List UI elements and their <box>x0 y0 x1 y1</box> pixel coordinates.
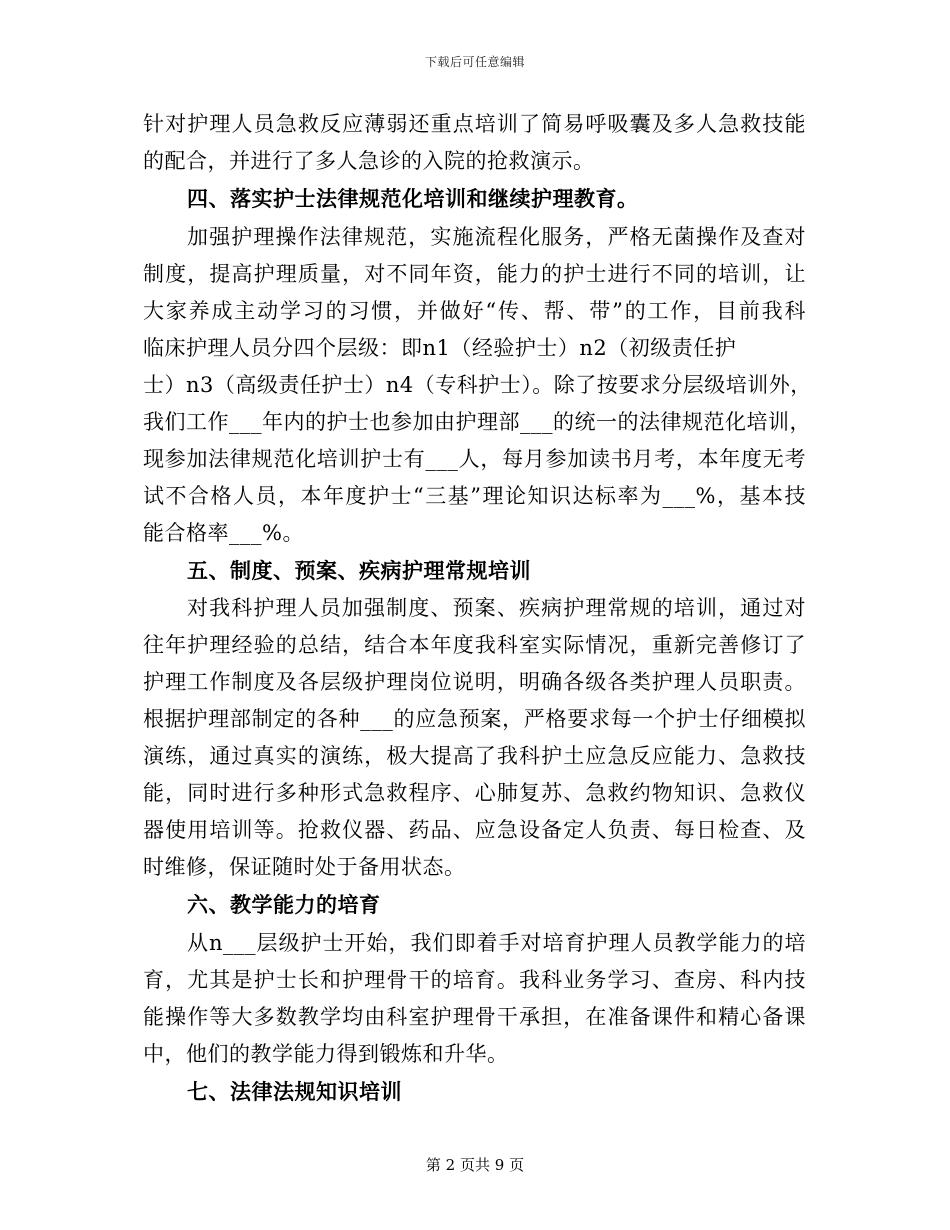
paragraph-line: 现参加法律规范化培训护士有___人，每月参加读书月考，本年度无考 <box>143 446 806 471</box>
paragraph-line: 演练，通过真实的演练，极大提高了我科护土应急反应能力、急救技 <box>143 744 806 768</box>
section-5 <box>143 552 806 887</box>
section-7 <box>143 1073 806 1112</box>
paragraph-line: 临床护理人员分四个层级：即n1（经验护士）n2（初级责任护 <box>143 335 737 360</box>
section-6 <box>143 886 806 1073</box>
page-header-note: 下载后可任意编辑 <box>424 55 525 69</box>
paragraph-line: 制度，提高护理质量，对不同年资，能力的护士进行不同的培训，让 <box>143 261 806 286</box>
paragraph-line: 的配合，并进行了多人急诊的入院的抢救演示。 <box>143 149 595 173</box>
paragraph-line: 能合格率___%。 <box>143 520 304 545</box>
section-heading: 六、教学能力的培育 <box>187 892 381 917</box>
paragraph-line: 大家养成主动学习的习惯，并做好“传、帮、带”的工作，目前我科 <box>143 298 806 323</box>
paragraph-line: 根据护理部制定的各种___的应急预案，严格要求每一个护士仔细模拟 <box>143 707 806 731</box>
section-heading: 五、制度、预案、疾病护理常规培训 <box>187 557 531 583</box>
paragraph-line: 从n___层级护士开始，我们即着手对培育护理人员教学能力的培 <box>187 930 806 955</box>
paragraph-line: 器使用培训等。抢救仪器、药品、应急设备定人负责、每日检查、及 <box>143 818 806 842</box>
paragraph-line: 士）n3（高级责任护士）n4（专科护士）。除了按要求分层级培训外， <box>143 372 812 397</box>
section-heading: 四、落实护士法律规范化培训和继续护理教育。 <box>187 186 639 211</box>
paragraph-line: 时维修，保证随时处于备用状态。 <box>143 855 466 879</box>
paragraph-line: 针对护理人员急救反应薄弱还重点培训了简易呼吸囊及多人急救技能 <box>143 112 806 136</box>
paragraph-line: 我们工作___年内的护士也参加由护理部___的统一的法律规范化培训， <box>143 409 811 434</box>
document-body <box>143 106 812 1111</box>
page-number-footer: 第 2 页共 9 页 <box>425 1156 525 1174</box>
intro-paragraph <box>143 106 806 180</box>
paragraph-line: 对我科护理人员加强制度、预案、疾病护理常规的培训，通过对 <box>187 596 806 620</box>
paragraph-line: 能操作等大多数教学均由科室护理骨干承担，在准备课件和精心备课 <box>143 1004 806 1029</box>
paragraph-line: 试不合格人员，本年度护士“三基”理论知识达标率为___%，基本技 <box>143 483 806 508</box>
paragraph-line: 育，尤其是护士长和护理骨干的培育。我科业务学习、查房、科内技 <box>143 967 806 992</box>
paragraph-line: 护理工作制度及各层级护理岗位说明，明确各级各类护理人员职责。 <box>143 670 806 694</box>
paragraph-line: 中，他们的教学能力得到锻炼和升华。 <box>143 1041 509 1066</box>
paragraph-line: 能，同时进行多种形式急救程序、心肺复苏、急救约物知识、急救仪 <box>143 781 806 805</box>
paragraph-line: 加强护理操作法律规范，实施流程化服务，严格无菌操作及查对 <box>187 224 806 249</box>
paragraph-line: 往年护理经验的总结，结合本年度我科室实际情况，重新完善修订了 <box>143 633 806 657</box>
section-heading: 七、法律法规知识培训 <box>187 1078 402 1104</box>
section-4 <box>143 180 812 552</box>
